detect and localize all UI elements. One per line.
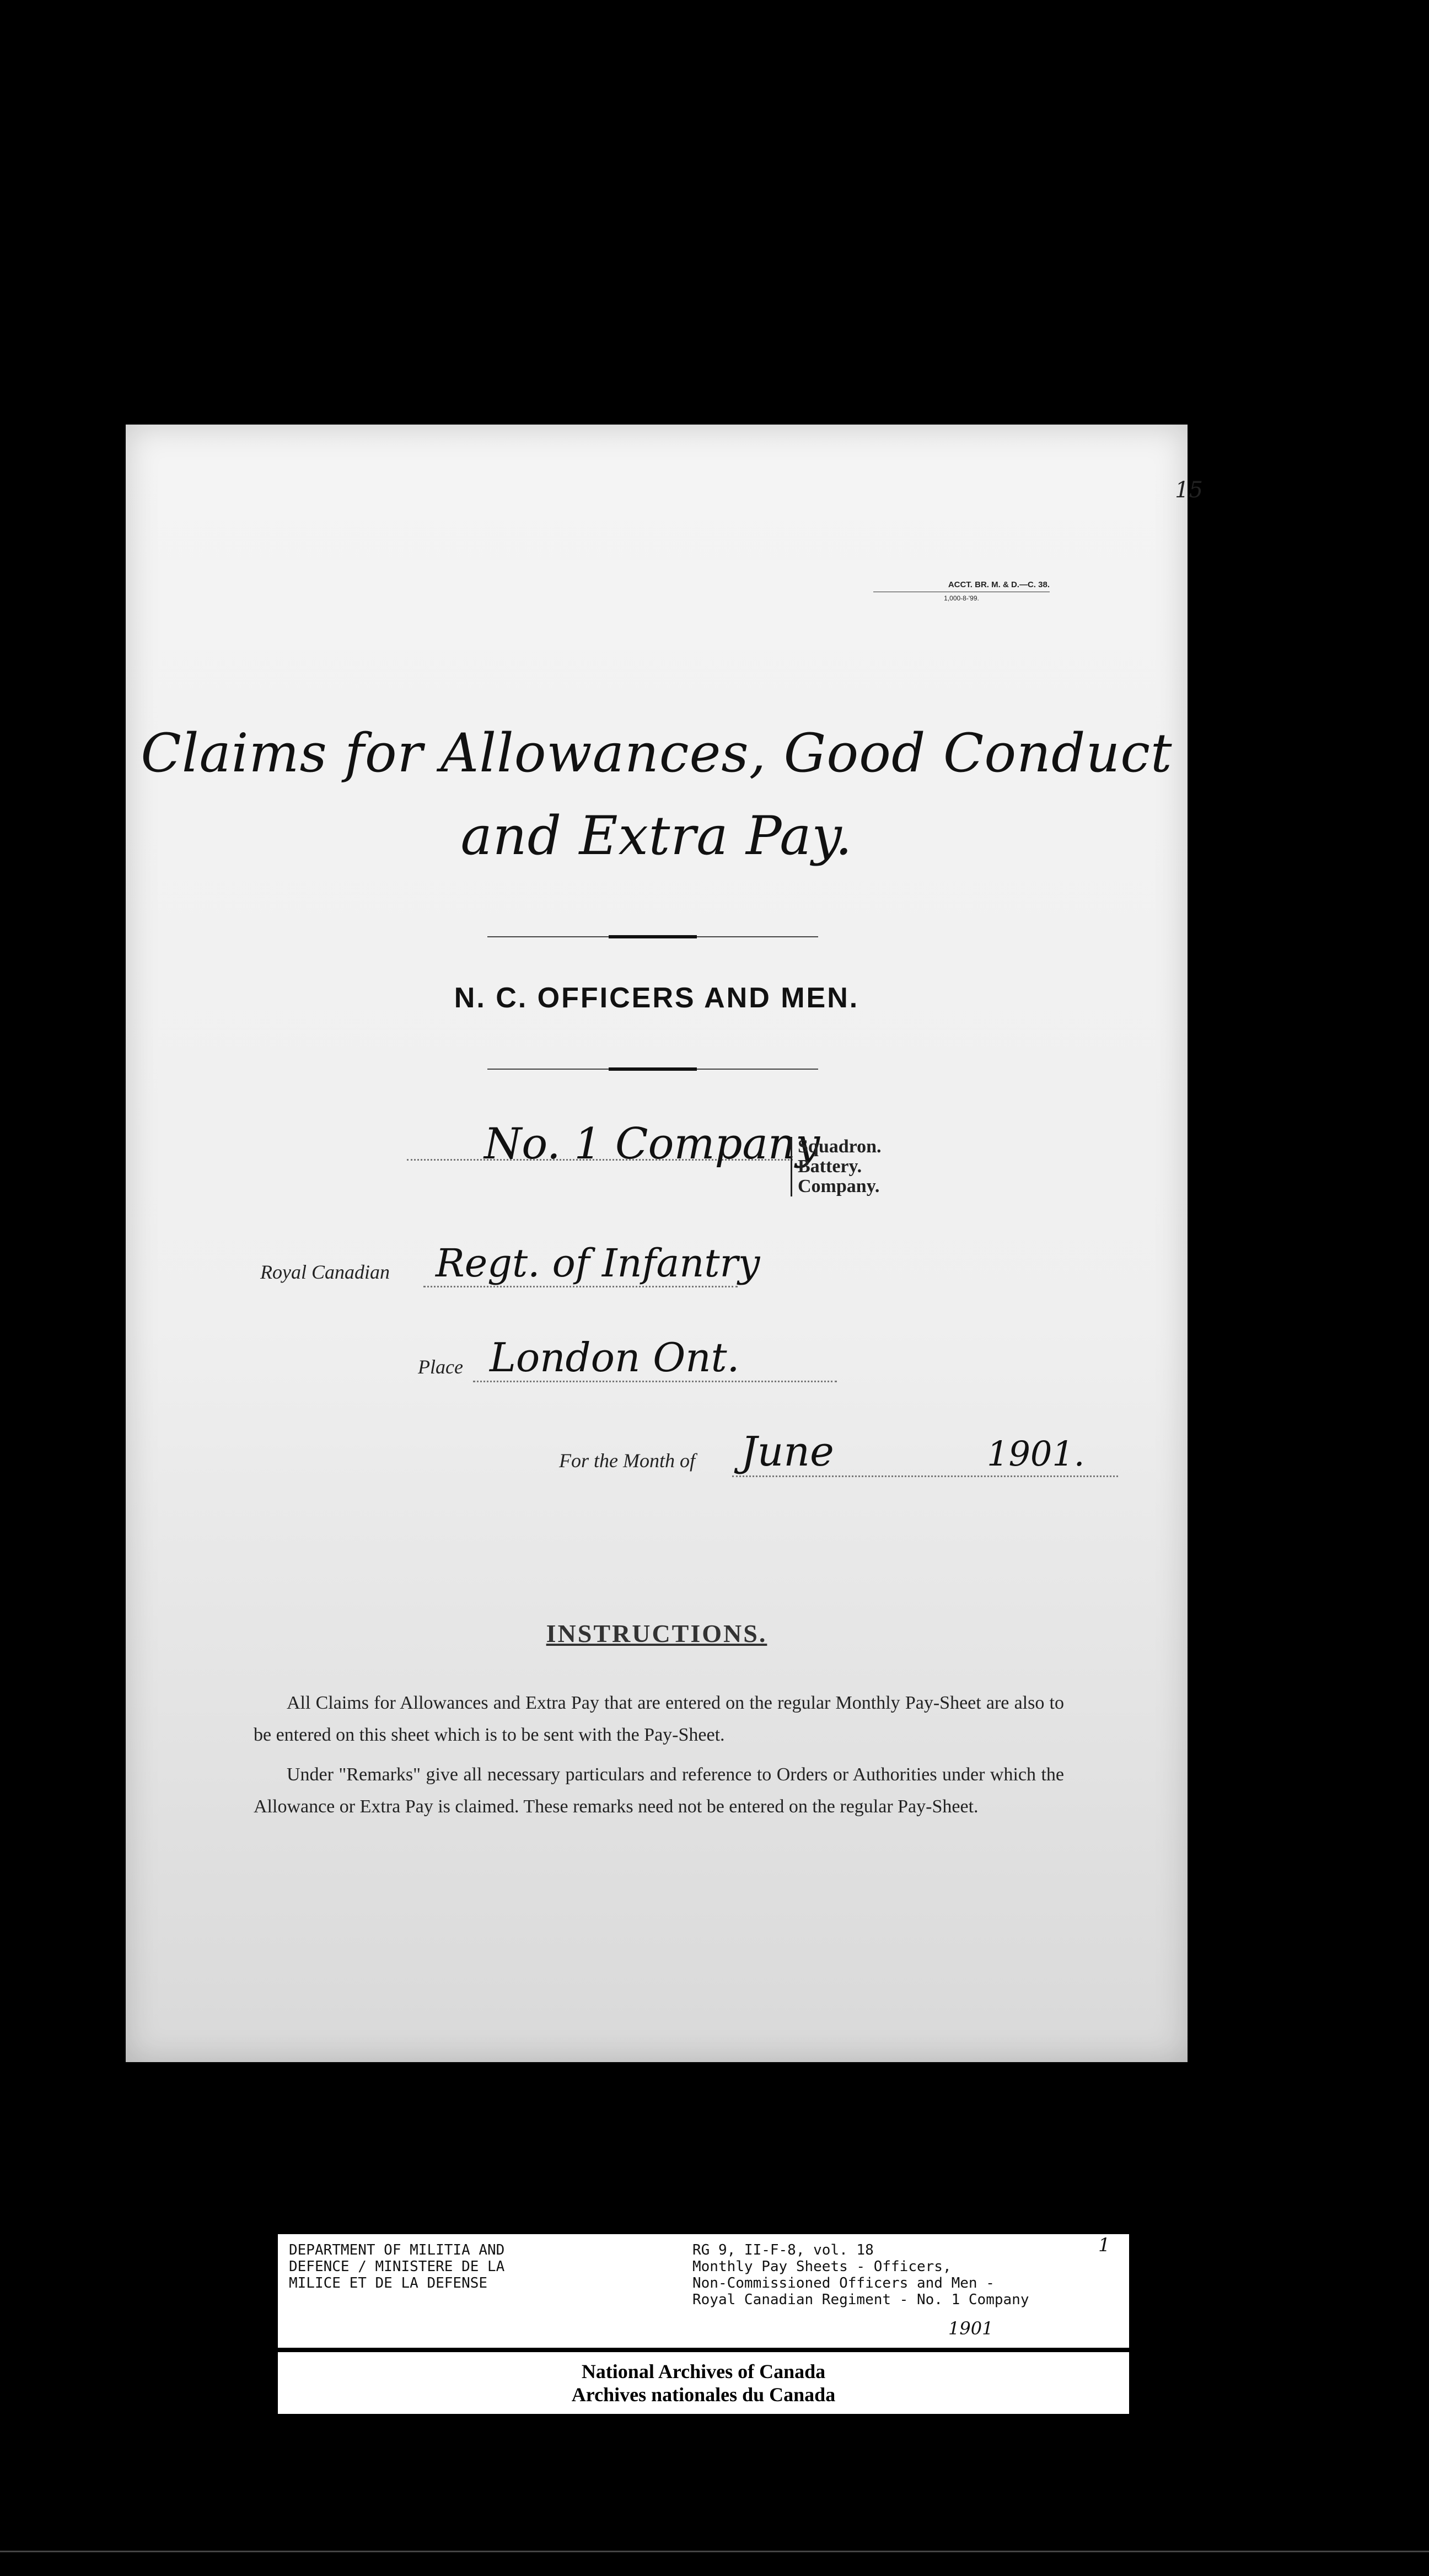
department-line-3: MILICE ET DE LA DEFENSE (289, 2275, 488, 2291)
archives-name-en: National Archives of Canada (581, 2360, 826, 2382)
department-line-1: DEPARTMENT OF MILITIA AND (289, 2242, 505, 2258)
form-code-text: ACCT. BR. M. & D.—C. 38. (948, 580, 1050, 589)
reference-hand-mark: 1 (1098, 2234, 1110, 2256)
instructions-paragraph-2: Under "Remarks" give all necessary particulars and reference to Orders or Authorities under which the Allowance or Extra Pay is claimed. These remarks need not be entered on the regular Pay-Sheet. (254, 1764, 1064, 1817)
regiment-entry: Regt. of Infantry (436, 1241, 760, 1286)
form-code (873, 580, 1050, 602)
year-entry: 1901. (987, 1434, 1085, 1474)
folio-number: 15 (1175, 477, 1203, 503)
unit-type-options (791, 1137, 882, 1196)
reference-line-3: Non-Commissioned Officers and Men - (692, 2275, 995, 2291)
place-label: Place (418, 1356, 463, 1378)
form-heading: N. C. OFFICERS AND MEN. (454, 982, 859, 1014)
document-page (126, 425, 1203, 2062)
instructions-body (254, 1687, 1064, 1831)
option-squadron: Squadron. (798, 1136, 882, 1157)
place-entry: London Ont. (490, 1334, 740, 1381)
month-label: For the Month of (559, 1450, 695, 1472)
divider-top (487, 936, 818, 937)
national-archives-label (278, 2352, 1129, 2414)
option-company: Company. (798, 1176, 880, 1196)
option-battery: Battery. (798, 1156, 862, 1177)
scan-edge-line (0, 2551, 1429, 2552)
instructions-paragraph-1: All Claims for Allowances and Extra Pay that are entered on the regular Monthly Pay-Sheet are also to be entered on this sheet which is to be sent with the Pay-Sheet. (254, 1693, 1064, 1745)
reference-hand-year: 1901 (948, 2318, 993, 2339)
royal-canadian-label: Royal Canadian (260, 1261, 390, 1283)
reference-line-4: Royal Canadian Regiment - No. 1 Company (692, 2291, 1029, 2308)
month-entry: June (741, 1428, 834, 1475)
print-run: 1,000-8-'99. (944, 594, 979, 602)
department-block (289, 2242, 504, 2291)
title-line-1: Claims for Allowances, Good Conduct (141, 722, 1173, 784)
reference-line-2: Monthly Pay Sheets - Officers, (692, 2258, 952, 2275)
instructions-title: INSTRUCTIONS. (546, 1619, 767, 1647)
title-line-2: and Extra Pay. (460, 805, 853, 867)
archives-name-block (278, 2352, 1129, 2406)
reference-line-1: RG 9, II-F-8, vol. 18 (692, 2242, 874, 2258)
divider-bottom (487, 1069, 818, 1070)
reference-block (692, 2242, 1029, 2308)
unit-entry: No. 1 Company (484, 1119, 820, 1169)
department-line-2: DEFENCE / MINISTERE DE LA (289, 2258, 505, 2275)
archives-name-fr: Archives nationales du Canada (571, 2384, 836, 2406)
archive-reference-label (278, 2234, 1129, 2348)
